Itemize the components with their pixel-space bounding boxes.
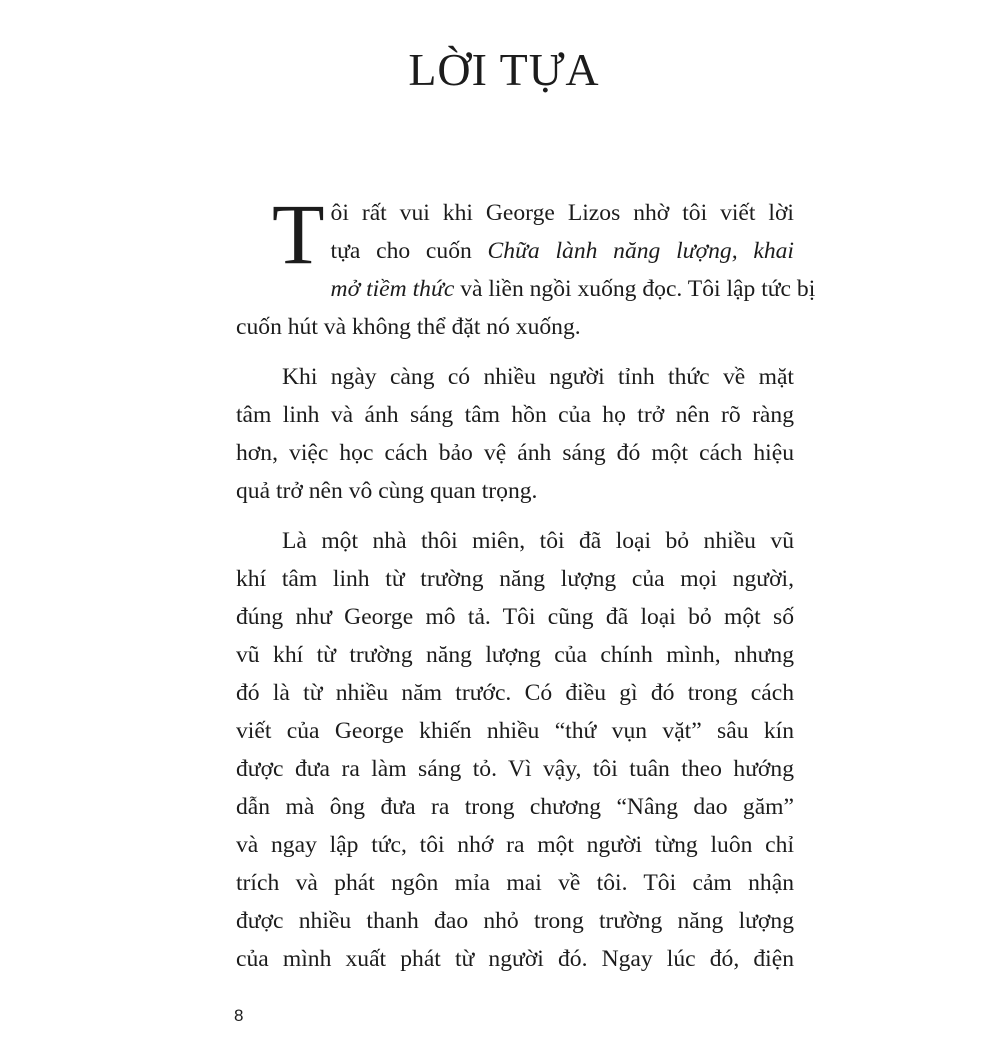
page-title: LỜI TỰA xyxy=(408,44,600,95)
text-line: viết của George khiến nhiều “thứ vụn vặt” sâu kín xyxy=(236,718,794,744)
text-line: hơn, việc học cách bảo vệ ánh sáng đó một cách hiệu xyxy=(236,440,794,466)
text-line: dẫn mà ông đưa ra trong chương “Nâng dao găm” xyxy=(236,794,794,820)
text-line: tâm linh và ánh sáng tâm hồn của họ trở nên rõ ràng xyxy=(236,402,794,428)
book-title-italic: mở tiềm thức xyxy=(330,276,455,302)
text-line: quả trở nên vô cùng quan trọng. xyxy=(236,478,538,504)
text-span: và liền ngồi xuống đọc. Tôi lập tức bị xyxy=(454,276,816,302)
text-line: được nhiều thanh đao nhỏ trong trường năng lượng xyxy=(236,908,794,934)
text-line: Khi ngày càng có nhiều người tỉnh thức về mặt xyxy=(282,364,794,390)
text-line: được đưa ra làm sáng tỏ. Vì vậy, tôi tuân theo hướng xyxy=(236,756,794,782)
text-line: và ngay lập tức, tôi nhớ ra một người từng luôn chỉ xyxy=(236,832,794,858)
text-line: khí tâm linh từ trường năng lượng của mọi người, xyxy=(236,566,794,592)
text-line: Là một nhà thôi miên, tôi đã loại bỏ nhiều vũ xyxy=(282,528,794,554)
text-line: cuốn hút và không thể đặt nó xuống. xyxy=(236,314,581,340)
text-line: trích và phát ngôn mỉa mai về tôi. Tôi cảm nhận xyxy=(236,870,794,896)
text-span: tựa cho cuốn xyxy=(330,238,488,264)
text-line: vũ khí từ trường năng lượng của chính mình, nhưng xyxy=(236,642,794,668)
paragraph-2 xyxy=(236,358,794,510)
text-line: ôi rất vui khi George Lizos nhờ tôi viết lời xyxy=(330,200,794,226)
text-line: của mình xuất phát từ người đó. Ngay lúc đó, điện xyxy=(236,946,794,972)
drop-cap: T xyxy=(272,186,325,282)
page-number: 8 xyxy=(234,1006,244,1025)
foreword-body xyxy=(236,186,816,990)
text-line: đó là từ nhiều năm trước. Có điều gì đó trong cách xyxy=(236,680,794,706)
paragraph-1 xyxy=(236,186,816,346)
text-line: đúng như George mô tả. Tôi cũng đã loại bỏ một số xyxy=(236,604,794,630)
paragraph-3 xyxy=(236,522,794,978)
book-title-italic: Chữa lành năng lượng, khai xyxy=(487,238,794,264)
